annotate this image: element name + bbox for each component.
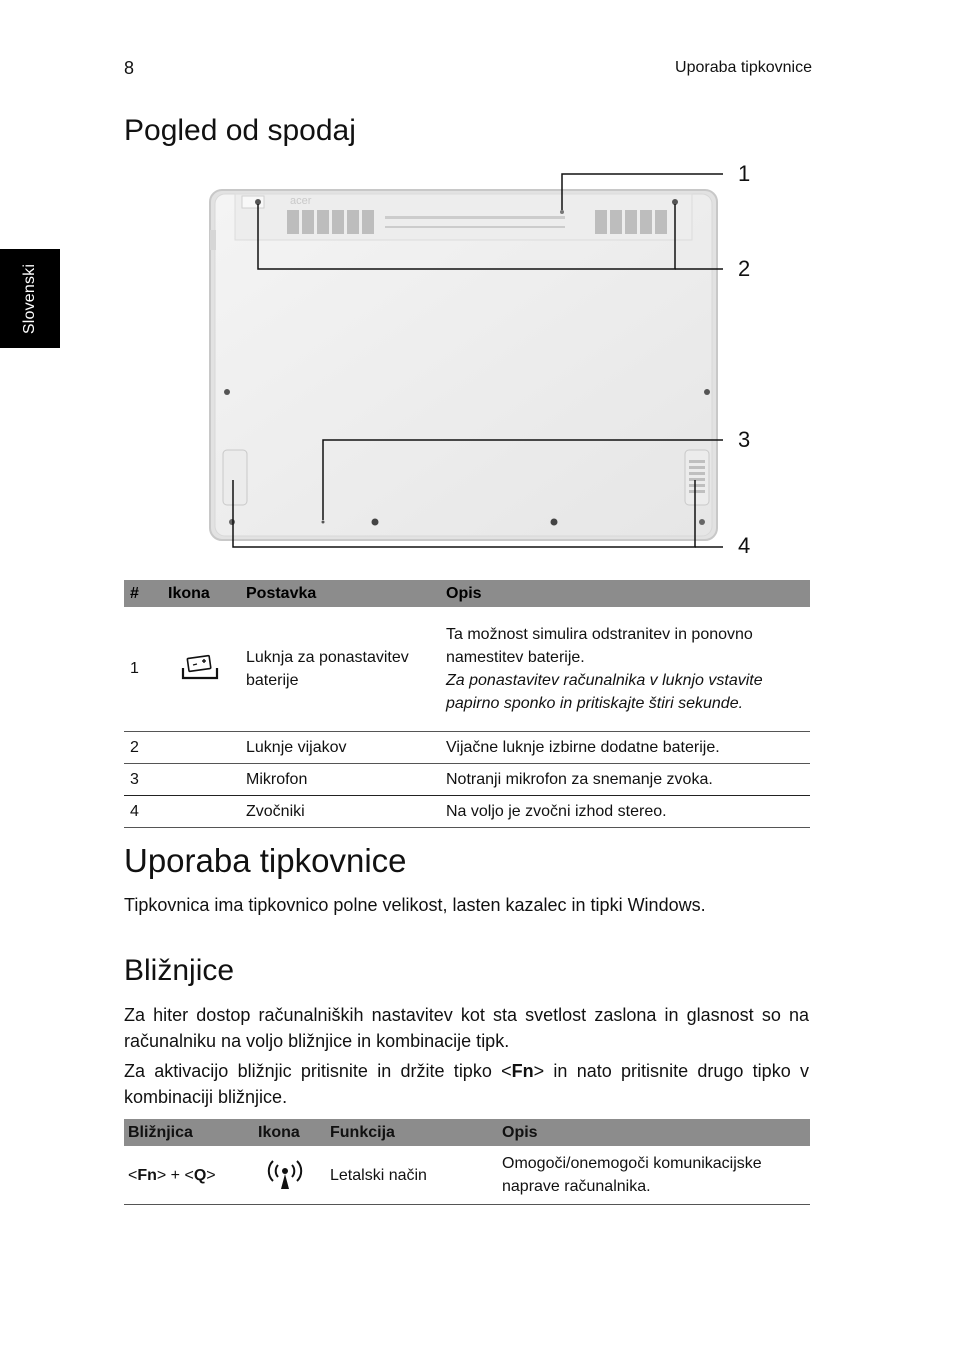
components-table <box>124 580 810 828</box>
row-icon-cell <box>162 607 240 731</box>
column-header: Opis <box>440 580 810 607</box>
shortcut-keys: <Fn> + <Q> <box>124 1146 254 1205</box>
row-number: 4 <box>124 795 162 827</box>
table-row <box>124 731 810 763</box>
row-number: 2 <box>124 731 162 763</box>
row-item: Luknje vijakov <box>240 731 440 763</box>
page-number: 8 <box>124 58 135 78</box>
shortcuts-table <box>124 1119 810 1205</box>
section-title-keyboard: Uporaba tipkovnice <box>124 842 407 879</box>
row-item: Zvočniki <box>240 795 440 827</box>
table-row <box>124 763 810 795</box>
row-description-note: Za ponastavitev računalnika v luknjo vstavite papirno sponko in pritiskajte štiri sekunde. <box>446 671 763 712</box>
section-title-shortcuts: Bližnjice <box>124 954 235 987</box>
svg-text:acer: acer <box>290 195 312 207</box>
keyboard-intro-text: Tipkovnica ima tipkovnico polne velikost, lasten kazalec in tipki Windows. <box>124 895 706 915</box>
row-icon-cell <box>162 795 240 827</box>
column-header: Ikona <box>254 1119 326 1146</box>
table-row <box>124 1146 810 1205</box>
key-fn: Fn <box>137 1166 157 1184</box>
laptop-bottom-illustration <box>205 160 765 560</box>
column-header: Funkcija <box>326 1119 498 1146</box>
battery-reset-icon <box>180 654 220 684</box>
table-row <box>124 607 810 731</box>
column-header: Ikona <box>162 580 240 607</box>
language-tab <box>0 249 60 348</box>
row-icon-cell <box>162 731 240 763</box>
row-description: Notranji mikrofon za snemanje zvoka. <box>440 763 810 795</box>
table-row <box>124 795 810 827</box>
table-header-row <box>124 580 810 607</box>
callout-1: 1 <box>738 161 751 186</box>
callout-4: 4 <box>738 533 751 558</box>
row-description: Na voljo je zvočni izhod stereo. <box>440 795 810 827</box>
row-icon-cell <box>162 763 240 795</box>
row-item: Mikrofon <box>240 763 440 795</box>
row-item: Luknja za ponastavitev baterije <box>240 607 440 731</box>
language-tab-label: Slovenski <box>21 263 38 334</box>
key-q: Q <box>193 1166 207 1184</box>
row-description-text: Ta možnost simulira odstranitev in ponovno namestitev baterije. <box>446 625 753 666</box>
column-header: Bližnjica <box>124 1119 254 1146</box>
row-description: Vijačne luknje izbirne dodatne baterije. <box>440 731 810 763</box>
callout-3: 3 <box>738 427 751 452</box>
shortcut-description: Omogoči/onemogoči komunikacijske naprave računalnika. <box>498 1146 810 1205</box>
column-header: Postavka <box>240 580 440 607</box>
shortcut-function: Letalski način <box>326 1146 498 1205</box>
shortcuts-paragraph-1: Za hiter dostop računalniških nastavitev kot sta svetlost zaslona in glasnost so na računalniku na voljo bližnjice in kombinacije tipk. <box>124 1005 809 1051</box>
row-description <box>440 607 810 731</box>
column-header: Opis <box>498 1119 810 1146</box>
laptop-bottom-figure <box>205 160 765 560</box>
row-number: 3 <box>124 763 162 795</box>
callout-2: 2 <box>738 256 751 281</box>
column-header: # <box>124 580 162 607</box>
shortcuts-paragraph-2 <box>124 1058 809 1110</box>
shortcut-icon-cell <box>254 1146 326 1205</box>
row-number: 1 <box>124 607 162 731</box>
airplane-mode-wireless-icon <box>264 1158 306 1192</box>
shortcuts-paragraph-2-start: Za aktivacijo bližnjic pritisnite in držite tipko < <box>124 1061 512 1081</box>
running-header: Uporaba tipkovnice <box>675 59 812 76</box>
fn-key-label: Fn <box>511 1061 534 1081</box>
shortcuts-paragraph-2-end: > in nato pritisnite drugo tipko v kombinaciji bližnjice. <box>124 1061 809 1107</box>
section-title-bottom-view: Pogled od spodaj <box>124 114 356 147</box>
table-header-row <box>124 1119 810 1146</box>
